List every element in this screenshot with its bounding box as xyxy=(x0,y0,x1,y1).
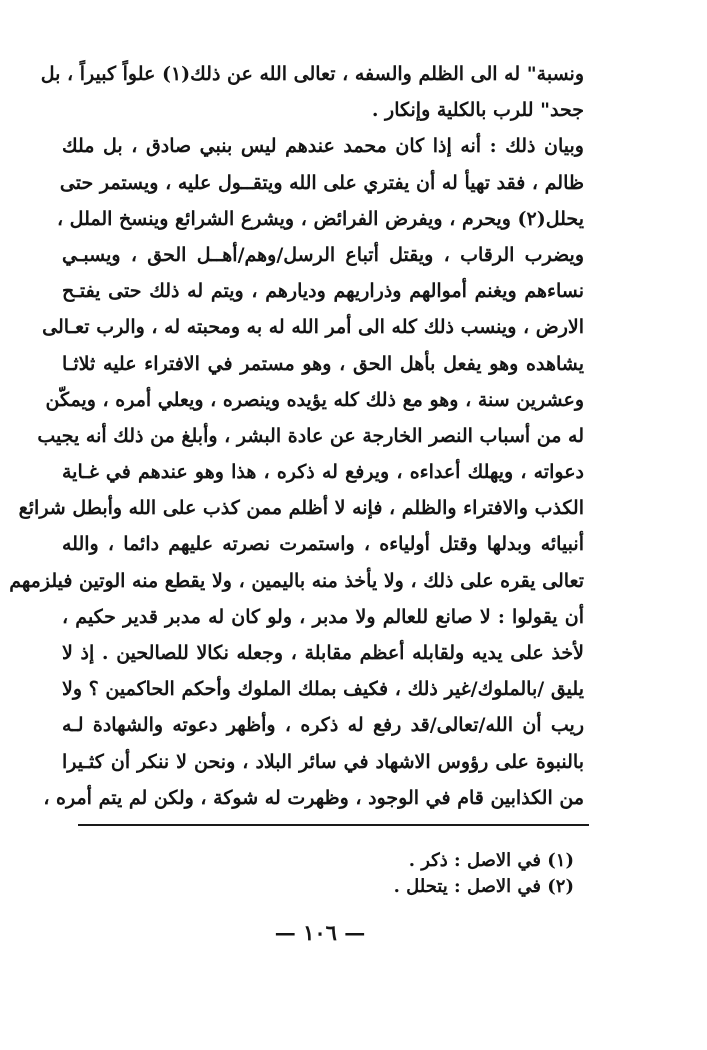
text-line: من الكذابين قام في الوجود ، وظهرت له شوكة ، ولكن لم يتم أمره ، xyxy=(43,786,584,809)
text-line: الكذب والافتراء والظلم ، فإنه لا أظلم ممن كذب على الله وأبطل شرائع xyxy=(18,497,584,520)
text-line: تعالى يقره على ذلك ، ولا يأخذ منه باليمين ، ولا يقطع منه الوتين فيلزمهم xyxy=(9,569,584,592)
text-line: ظالم ، فقد تهيأ له أن يفتري على الله ويتقــول عليه ، ويستمر حتى xyxy=(59,171,584,194)
footnote-1: (١) في الاصل : ذكر . xyxy=(408,850,574,871)
page-number: — ١٠٦ — xyxy=(274,920,366,945)
text-line: دعواته ، ويهلك أعداءه ، ويرفع له ذكره ، هذا وهو عندهم في غـاية xyxy=(62,461,584,484)
text-line: يشاهده وهو يفعل بأهل الحق ، وهو مستمر في الافتراء عليه ثلاثـا xyxy=(62,352,584,375)
text-line: ريب أن الله/تعالى/قد رفع له ذكره ، وأظهر دعوته والشهادة لـه xyxy=(62,714,584,737)
text-line: وبيان ذلك : أنه إذا كان محمد عندهم ليس بنبي صادق ، بل ملك xyxy=(62,135,584,158)
text-line: أن يقولوا : لا صانع للعالم ولا مدبر ، ولو كان له مدبر قدير حكيم ، xyxy=(62,605,584,628)
text-line: بالنبوة على رؤوس الاشهاد في سائر البلاد ، ونحن لا ننكر أن كثـيرا xyxy=(62,750,584,773)
text-line: أنبيائه وبدلها وقتل أولياءه ، واستمرت نصرته عليهم دائما ، والله xyxy=(62,533,584,556)
text-line: نساءهم ويغنم أموالهم وذراريهم وديارهم ، ويتم له ذلك حتى يفتـح xyxy=(62,280,584,303)
text-line: الارض ، وينسب ذلك كله الى أمر الله له به ومحبته له ، والرب تعـالى xyxy=(42,316,584,339)
footnote-divider xyxy=(78,824,589,826)
text-line: له من أسباب النصر الخارجة عن عادة البشر ، وأبلغ من ذلك أنه يجيب xyxy=(37,424,584,447)
text-line: يليق /بالملوك/غير ذلك ، فكيف بملك الملوك وأحكم الحاكمين ؟ ولا xyxy=(62,678,584,701)
text-line: وعشرين سنة ، وهو مع ذلك كله يؤيده وينصره ، ويعلي أمره ، ويمكّن xyxy=(45,388,584,411)
text-line: ويضرب الرقاب ، ويقتل أتباع الرسل/وهم/أهــل الحق ، ويسبـي xyxy=(62,243,584,266)
text-line: ونسبة" له الى الظلم والسفه ، تعالى الله عن ذلك(١) علواً كبيراً ، بل xyxy=(40,63,584,85)
footnote-2: (٢) في الاصل : يتحلل . xyxy=(393,876,574,897)
text-line: جحد" للرب بالكلية وإنكار . xyxy=(371,99,584,122)
text-line: لأخذ على يديه ولقابله أعظم مقابلة ، وجعله نكالا للصالحين . إذ لا xyxy=(62,642,584,664)
footnotes xyxy=(174,848,574,900)
text-line: يحلل(٢) ويحرم ، ويفرض الفرائض ، ويشرع الشرائع وينسخ الملل ، xyxy=(56,207,584,230)
main-text xyxy=(9,56,584,816)
